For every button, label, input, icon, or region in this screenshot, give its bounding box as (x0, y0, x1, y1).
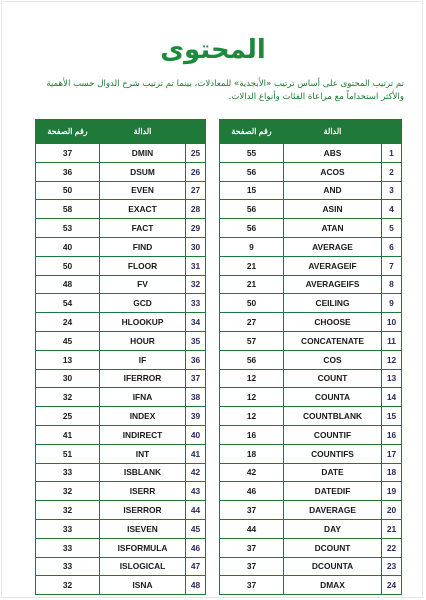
page-number: 33 (36, 519, 100, 538)
function-name: CONCATENATE (284, 331, 382, 350)
function-name: DSUM (100, 162, 186, 181)
page-number: 30 (36, 369, 100, 388)
function-name: IFERROR (100, 369, 186, 388)
function-name: ISBLANK (100, 463, 186, 482)
table-row (36, 350, 206, 369)
row-number: 37 (186, 369, 206, 388)
page-number: 25 (36, 407, 100, 426)
page-number: 37 (36, 144, 100, 163)
function-name: INT (100, 444, 186, 463)
row-number: 33 (186, 294, 206, 313)
function-name: COUNTIFS (284, 444, 382, 463)
page-number: 40 (36, 237, 100, 256)
page-number: 42 (220, 463, 284, 482)
table-row (220, 237, 402, 256)
table-row (36, 331, 206, 350)
function-name: DCOUNT (284, 538, 382, 557)
page-number: 48 (36, 275, 100, 294)
intro-paragraph (26, 78, 404, 104)
row-number: 16 (382, 425, 402, 444)
row-number: 25 (186, 144, 206, 163)
function-name: CHOOSE (284, 313, 382, 332)
page-number: 45 (36, 331, 100, 350)
table-row (36, 200, 206, 219)
row-number: 19 (382, 482, 402, 501)
row-number: 39 (186, 407, 206, 426)
header-function: الدالة (284, 120, 382, 144)
table-row (36, 275, 206, 294)
function-name: IF (100, 350, 186, 369)
table-row (36, 237, 206, 256)
table-row (220, 538, 402, 557)
intro-line: والأكثر استخداماً مع مراعاة الفئات وأنواع الدالات. (228, 92, 404, 102)
row-number: 18 (382, 463, 402, 482)
row-number: 4 (382, 200, 402, 219)
page-number: 12 (220, 407, 284, 426)
row-number: 31 (186, 256, 206, 275)
page-number: 56 (220, 162, 284, 181)
page-number: 12 (220, 369, 284, 388)
table-row (36, 407, 206, 426)
toc-body-left (36, 144, 206, 595)
row-number: 5 (382, 219, 402, 238)
row-number: 29 (186, 219, 206, 238)
page-title: المحتوى (160, 35, 266, 65)
row-number: 8 (382, 275, 402, 294)
row-number: 7 (382, 256, 402, 275)
row-number: 13 (382, 369, 402, 388)
page-number: 33 (36, 538, 100, 557)
toc-table-right (219, 119, 402, 595)
table-row (220, 501, 402, 520)
header-number (186, 120, 206, 144)
row-number: 48 (186, 576, 206, 595)
row-number: 30 (186, 237, 206, 256)
page-number: 32 (36, 388, 100, 407)
table-row (220, 144, 402, 163)
row-number: 41 (186, 444, 206, 463)
table-row (36, 369, 206, 388)
page-number: 24 (36, 313, 100, 332)
function-name: COS (284, 350, 382, 369)
table-row (36, 501, 206, 520)
page-number: 41 (36, 425, 100, 444)
table-row (36, 576, 206, 595)
table-header-row (220, 120, 402, 144)
function-name: COUNTIF (284, 425, 382, 444)
row-number: 6 (382, 237, 402, 256)
function-name: ISNA (100, 576, 186, 595)
table-row (220, 444, 402, 463)
table-row (36, 219, 206, 238)
page-number: 46 (220, 482, 284, 501)
table-row (220, 294, 402, 313)
header-page-number: رقم الصفحة (220, 120, 284, 144)
page-number: 32 (36, 501, 100, 520)
page-number: 21 (220, 256, 284, 275)
row-number: 28 (186, 200, 206, 219)
function-name: ISERROR (100, 501, 186, 520)
table-row (220, 350, 402, 369)
row-number: 12 (382, 350, 402, 369)
function-name: ISERR (100, 482, 186, 501)
table-row (220, 425, 402, 444)
row-number: 40 (186, 425, 206, 444)
function-name: COUNTA (284, 388, 382, 407)
page-number: 9 (220, 237, 284, 256)
page-number: 53 (36, 219, 100, 238)
function-name: ABS (284, 144, 382, 163)
table-row (36, 519, 206, 538)
page-number: 57 (220, 331, 284, 350)
table-row (220, 331, 402, 350)
row-number: 32 (186, 275, 206, 294)
table-row (36, 463, 206, 482)
page-number: 50 (36, 256, 100, 275)
page-number: 21 (220, 275, 284, 294)
row-number: 34 (186, 313, 206, 332)
table-row (36, 144, 206, 163)
table-row (220, 275, 402, 294)
page-number: 56 (220, 350, 284, 369)
table-row (220, 200, 402, 219)
row-number: 24 (382, 576, 402, 595)
table-row (36, 388, 206, 407)
page-number: 51 (36, 444, 100, 463)
intro-line: تم ترتيب المحتوى على أساس ترتيب «الأبجدية» للمعادلات، بينما تم ترتيب شرح الدوال حسب الأهمية (46, 79, 404, 89)
row-number: 14 (382, 388, 402, 407)
function-name: INDEX (100, 407, 186, 426)
function-name: AND (284, 181, 382, 200)
row-number: 17 (382, 444, 402, 463)
table-row (220, 256, 402, 275)
row-number: 27 (186, 181, 206, 200)
page-number: 12 (220, 388, 284, 407)
function-name: FIND (100, 237, 186, 256)
row-number: 3 (382, 181, 402, 200)
row-number: 35 (186, 331, 206, 350)
page-number: 32 (36, 576, 100, 595)
function-name: ACOS (284, 162, 382, 181)
table-row (36, 162, 206, 181)
row-number: 26 (186, 162, 206, 181)
table-row (220, 162, 402, 181)
header-page-number: رقم الصفحة (36, 120, 100, 144)
function-name: DATE (284, 463, 382, 482)
page-number: 50 (36, 181, 100, 200)
row-number: 22 (382, 538, 402, 557)
function-name: FLOOR (100, 256, 186, 275)
page-number: 33 (36, 557, 100, 576)
table-row (220, 219, 402, 238)
page-number: 55 (220, 144, 284, 163)
function-name: EXACT (100, 200, 186, 219)
function-name: IFNA (100, 388, 186, 407)
table-row (36, 294, 206, 313)
toc-table-left (35, 119, 206, 595)
table-row (220, 482, 402, 501)
page-number: 56 (220, 219, 284, 238)
header-function: الدالة (100, 120, 186, 144)
table-row (36, 444, 206, 463)
function-name: INDIRECT (100, 425, 186, 444)
table-row (36, 557, 206, 576)
function-name: FACT (100, 219, 186, 238)
function-name: AVERAGEIF (284, 256, 382, 275)
page-number: 37 (220, 538, 284, 557)
function-name: ATAN (284, 219, 382, 238)
function-name: DATEDIF (284, 482, 382, 501)
function-name: EVEN (100, 181, 186, 200)
function-name: ISEVEN (100, 519, 186, 538)
table-row (220, 519, 402, 538)
row-number: 1 (382, 144, 402, 163)
table-row (220, 369, 402, 388)
row-number: 15 (382, 407, 402, 426)
page-number: 18 (220, 444, 284, 463)
page-number: 44 (220, 519, 284, 538)
table-row (220, 463, 402, 482)
function-name: AVERAGE (284, 237, 382, 256)
table-row (36, 181, 206, 200)
row-number: 36 (186, 350, 206, 369)
function-name: ISFORMULA (100, 538, 186, 557)
function-name: COUNTBLANK (284, 407, 382, 426)
function-name: HOUR (100, 331, 186, 350)
row-number: 11 (382, 331, 402, 350)
row-number: 23 (382, 557, 402, 576)
table-row (36, 538, 206, 557)
page-number: 50 (220, 294, 284, 313)
row-number: 42 (186, 463, 206, 482)
function-name: ISLOGICAL (100, 557, 186, 576)
function-name: ASIN (284, 200, 382, 219)
function-name: GCD (100, 294, 186, 313)
page-number: 36 (36, 162, 100, 181)
row-number: 44 (186, 501, 206, 520)
function-name: AVERAGEIFS (284, 275, 382, 294)
toc-body-right (220, 144, 402, 595)
page-number: 33 (36, 463, 100, 482)
table-row (36, 425, 206, 444)
page-number: 15 (220, 181, 284, 200)
function-name: DAY (284, 519, 382, 538)
page-number: 37 (220, 576, 284, 595)
row-number: 45 (186, 519, 206, 538)
page-number: 16 (220, 425, 284, 444)
row-number: 47 (186, 557, 206, 576)
page-number: 37 (220, 557, 284, 576)
table-row (36, 313, 206, 332)
row-number: 9 (382, 294, 402, 313)
header-number (382, 120, 402, 144)
table-row (220, 313, 402, 332)
row-number: 21 (382, 519, 402, 538)
page-number: 32 (36, 482, 100, 501)
table-row (36, 482, 206, 501)
table-row (220, 407, 402, 426)
function-name: HLOOKUP (100, 313, 186, 332)
table-row (220, 576, 402, 595)
page-number: 54 (36, 294, 100, 313)
table-header-row (36, 120, 206, 144)
table-row (220, 181, 402, 200)
page-number: 37 (220, 501, 284, 520)
function-name: DCOUNTA (284, 557, 382, 576)
row-number: 2 (382, 162, 402, 181)
function-name: DMIN (100, 144, 186, 163)
table-row (220, 388, 402, 407)
page-number: 56 (220, 200, 284, 219)
row-number: 10 (382, 313, 402, 332)
function-name: DAVERAGE (284, 501, 382, 520)
page-number: 13 (36, 350, 100, 369)
function-name: COUNT (284, 369, 382, 388)
row-number: 46 (186, 538, 206, 557)
page-number: 27 (220, 313, 284, 332)
page-number: 58 (36, 200, 100, 219)
row-number: 20 (382, 501, 402, 520)
table-row (220, 557, 402, 576)
row-number: 43 (186, 482, 206, 501)
function-name: FV (100, 275, 186, 294)
table-row (36, 256, 206, 275)
row-number: 38 (186, 388, 206, 407)
function-name: DMAX (284, 576, 382, 595)
function-name: CEILING (284, 294, 382, 313)
